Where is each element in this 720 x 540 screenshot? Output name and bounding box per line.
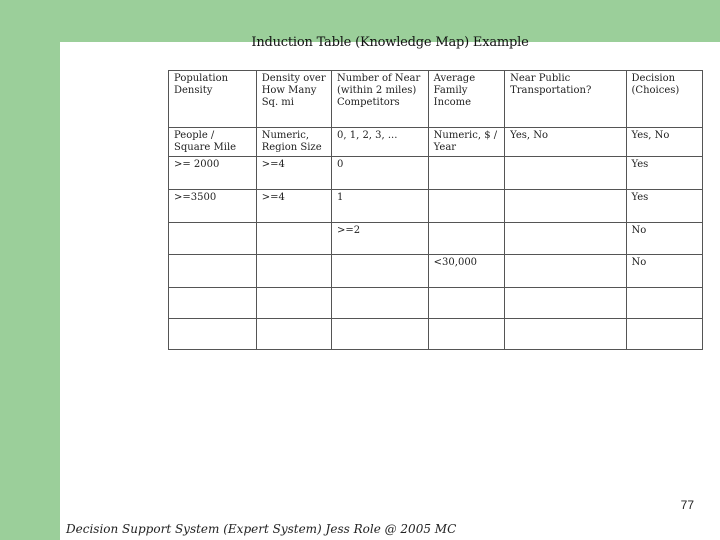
table-cell: People / Square Mile (169, 128, 257, 157)
table-cell: Decision (Choices) (626, 71, 702, 128)
table-cell: No (626, 255, 702, 288)
table-cell: >=4 (256, 157, 331, 190)
table-cell: Density over How Many Sq. mi (256, 71, 331, 128)
table-cell: Near Public Transportation? (505, 71, 626, 128)
table-cell (505, 319, 626, 350)
table-cell: >= 2000 (169, 157, 257, 190)
table-cell: Yes, No (626, 128, 702, 157)
table-cell (428, 223, 504, 255)
table-cell: >=2 (332, 223, 429, 255)
table-cell: 0 (332, 157, 429, 190)
table-cell (505, 190, 626, 223)
page-number: 77 (680, 498, 694, 512)
table-cell: Yes (626, 190, 702, 223)
table-cell: Yes, No (505, 128, 626, 157)
table-cell: Yes (626, 157, 702, 190)
slide (60, 35, 720, 540)
table-cell (428, 288, 504, 319)
table-row (169, 157, 703, 190)
table-row (169, 71, 703, 128)
slide-title: Induction Table (Knowledge Map) Example (251, 35, 529, 50)
table-cell: No (626, 223, 702, 255)
table-cell: 0, 1, 2, 3, ... (332, 128, 429, 157)
table-row (169, 319, 703, 350)
table-row (169, 288, 703, 319)
table-row (169, 255, 703, 288)
table-cell (505, 288, 626, 319)
footer-text: Decision Support System (Expert System) Jess Role @ 2005 MC (66, 522, 457, 536)
table-cell (256, 255, 331, 288)
table-cell (256, 319, 331, 350)
table-cell: Number of Near (within 2 miles) Competitors (332, 71, 429, 128)
induction-table (168, 70, 703, 350)
table-cell (505, 255, 626, 288)
table-row (169, 223, 703, 255)
table-cell: >=4 (256, 190, 331, 223)
table-cell (505, 223, 626, 255)
table-cell: Numeric, $ / Year (428, 128, 504, 157)
table-cell (428, 190, 504, 223)
table-cell: 1 (332, 190, 429, 223)
table-cell (332, 288, 429, 319)
table-cell (169, 223, 257, 255)
table-cell (428, 319, 504, 350)
table-cell (332, 255, 429, 288)
table-cell (332, 319, 429, 350)
table-cell (169, 288, 257, 319)
table-row (169, 190, 703, 223)
table-cell: Numeric, Region Size (256, 128, 331, 157)
table-cell (169, 255, 257, 288)
table-cell (505, 157, 626, 190)
table-cell: >=3500 (169, 190, 257, 223)
table-cell: Average Family Income (428, 71, 504, 128)
table-cell (169, 319, 257, 350)
table-cell (428, 157, 504, 190)
table-cell (256, 288, 331, 319)
table-row (169, 128, 703, 157)
table-cell: <30,000 (428, 255, 504, 288)
table-cell (256, 223, 331, 255)
table-cell (626, 319, 702, 350)
table-cell (626, 288, 702, 319)
table-cell: Population Density (169, 71, 257, 128)
